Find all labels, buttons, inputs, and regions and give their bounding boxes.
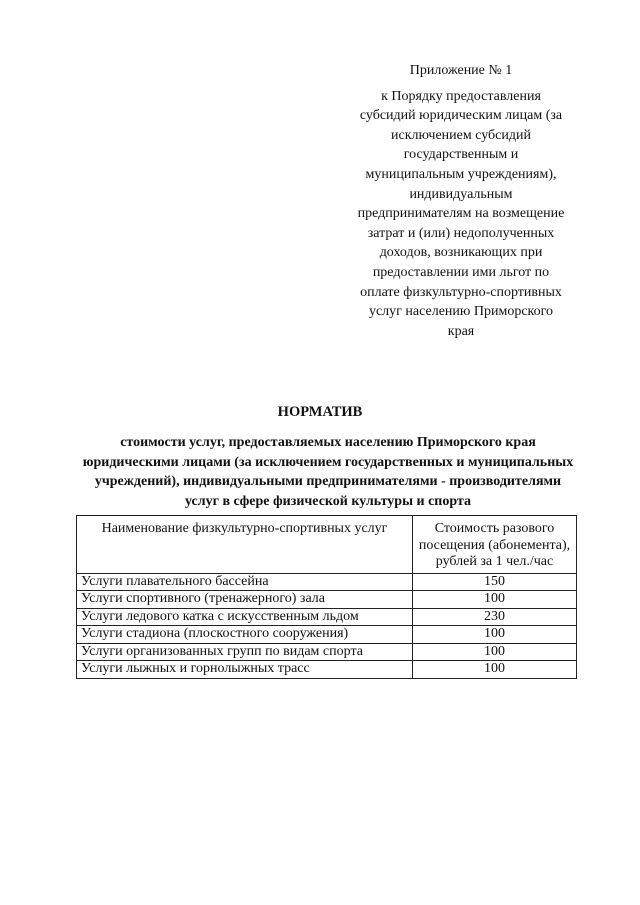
appendix-text: к Порядку предоставления субсидий юридическим лицам (за исключением субсидий государственным и муниципальным учреждениям), индивидуальным предпринимателям на возмещение затрат и (или) недополученных доходов, возникающих при предоставлении ими льгот по оплате физкультурно-спортивных услуг населению Приморского края bbox=[357, 88, 565, 339]
table-row bbox=[77, 591, 577, 609]
table-row bbox=[77, 626, 577, 644]
service-price: 100 bbox=[413, 591, 577, 609]
service-price: 100 bbox=[413, 661, 577, 679]
header-service-name: Наименование физкультурно-спортивных услуг bbox=[77, 516, 413, 574]
table-row bbox=[77, 661, 577, 679]
service-price: 100 bbox=[413, 643, 577, 661]
service-name: Услуги лыжных и горнолыжных трасс bbox=[77, 661, 413, 679]
table-row bbox=[77, 608, 577, 626]
service-name: Услуги плавательного бассейна bbox=[77, 573, 413, 591]
service-name: Услуги ледового катка с искусственным льдом bbox=[77, 608, 413, 626]
document-subtitle: стоимости услуг, предоставляемых населению Приморского края юридическими лицами (за исключением государственных и муниципальных учреждений), индивидуальными предпринимателями - производителями услуг в сфере физической культуры и спорта bbox=[82, 435, 574, 509]
services-table bbox=[76, 515, 577, 679]
service-name: Услуги организованных групп по видам спорта bbox=[77, 643, 413, 661]
table-header-row bbox=[77, 516, 577, 574]
service-name: Услуги стадиона (плоскостного сооружения) bbox=[77, 626, 413, 644]
service-price: 100 bbox=[413, 626, 577, 644]
table-row bbox=[77, 643, 577, 661]
appendix-block bbox=[356, 61, 566, 341]
service-price: 230 bbox=[413, 608, 577, 626]
document-title: НОРМАТИВ bbox=[277, 404, 363, 420]
table-row bbox=[77, 573, 577, 591]
header-price: Стоимость разового посещения (абонемента), рублей за 1 чел./час bbox=[413, 516, 577, 574]
service-price: 150 bbox=[413, 573, 577, 591]
service-name: Услуги спортивного (тренажерного) зала bbox=[77, 591, 413, 609]
appendix-heading: Приложение № 1 bbox=[409, 63, 513, 78]
